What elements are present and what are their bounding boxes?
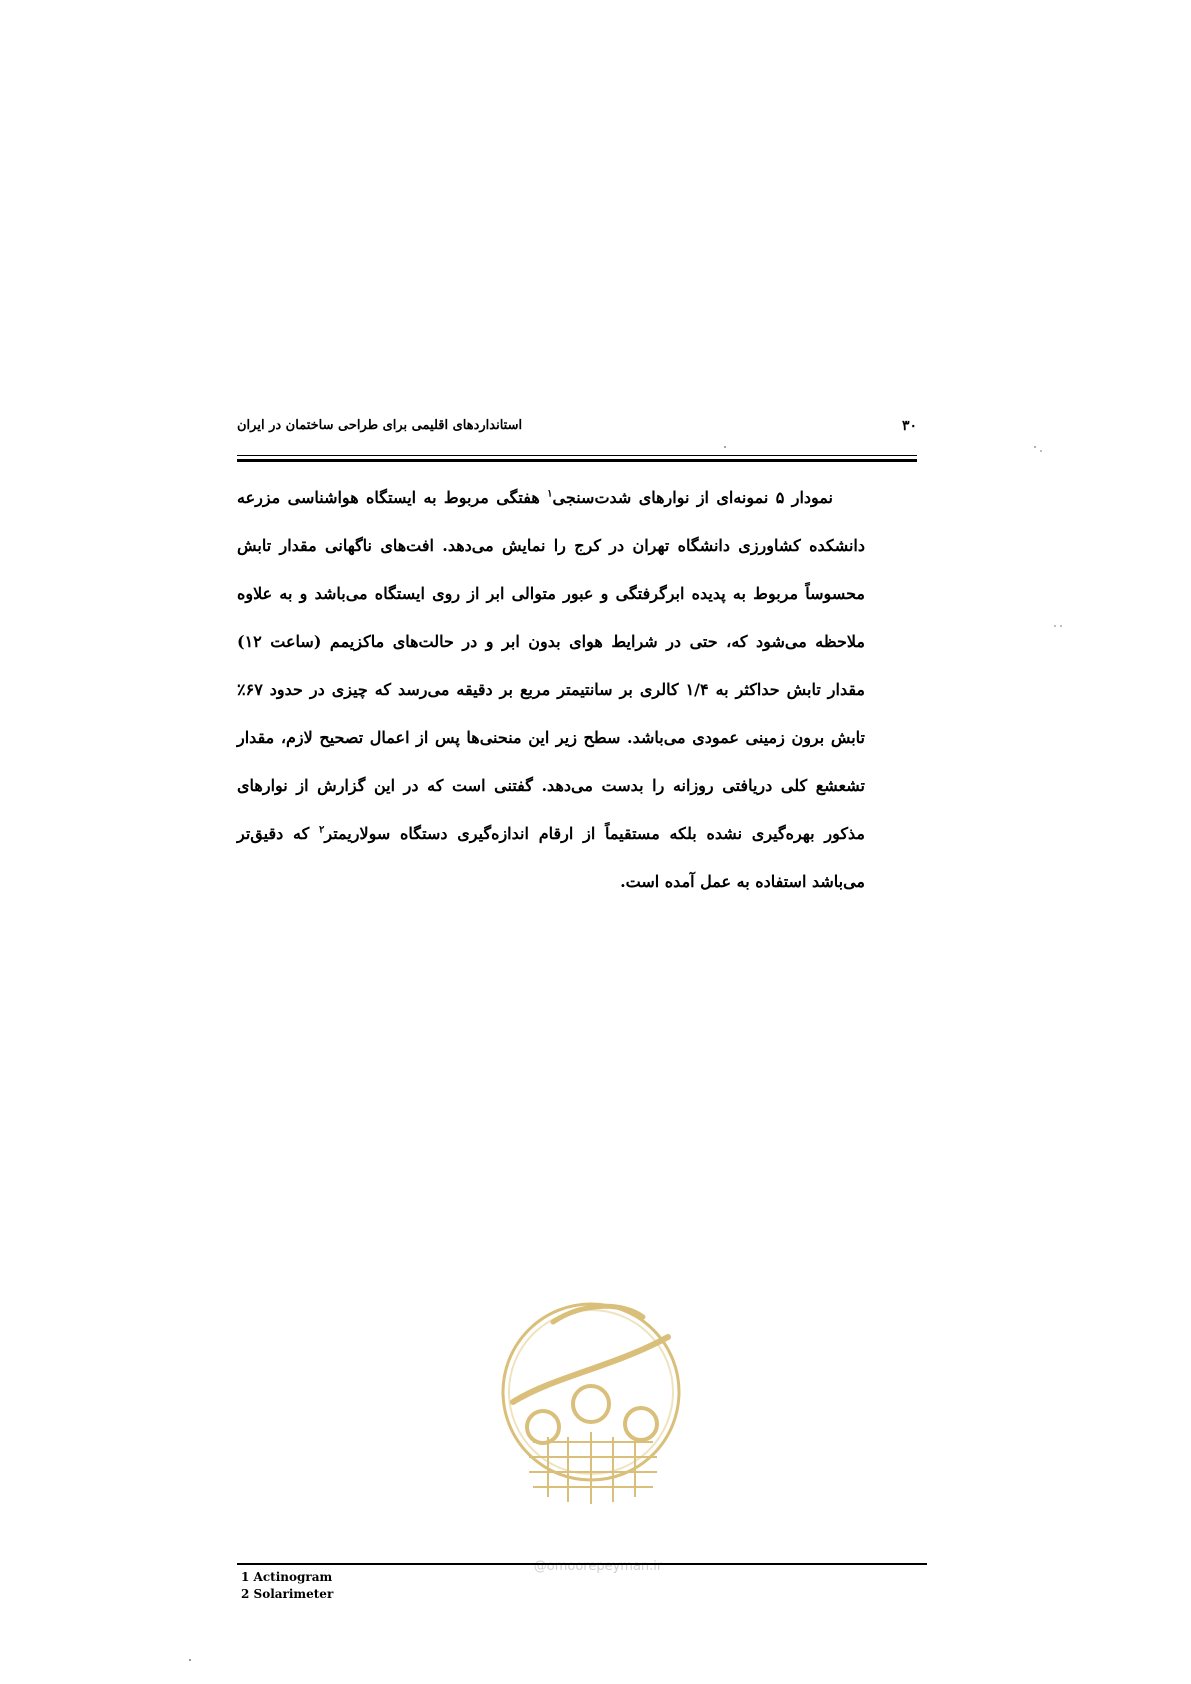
body-paragraph: [237, 474, 865, 906]
footnote-rule: [237, 1563, 927, 1565]
watermark-url: @omoorepeyman.ir: [533, 1559, 663, 1574]
body-text-end: که دقیق‌تر می‌باشد استفاده به عمل آمده است.: [237, 824, 865, 891]
watermark-stamp-logo: [493, 1282, 689, 1557]
footnote-ref-2: ۲: [319, 824, 325, 836]
footnote-text: Solarimeter: [253, 1587, 334, 1601]
footnotes: [241, 1569, 641, 1603]
footnote-text: Actinogram: [253, 1570, 333, 1584]
footnote-number: 2: [241, 1587, 250, 1601]
body-text-middle: هفتگی مربوط به ایستگاه هواشناسی مزرعه دانشکده کشاورزی دانشگاه تهران در کرج را نمایش می‌دهد. افت‌های ناگهانی مقدار تابش محسوساً مربوط به پدیده ابرگرفتگی و عبور متوالی ابر از روی ایستگاه می‌باشد و به علاوه ملاحظه می‌شود که، حتی در شرایط هوای بدون ابر و در حالت‌های ماکزیمم (ساعت ۱۲) مقدار تابش حداکثر به ۱/۴ کالری بر سانتیمتر مربع بر دقیقه می‌رسد که چیزی در حدود ۶۷٪ تابش برون زمینی عمودی می‌باشد. سطح زیر این منحنی‌ها پس از اعمال تصحیح لازم، مقدار تشعشع کلی دریافتی روزانه را بدست می‌دهد. گفتنی است که در این گزارش از نوارهای مذکور بهره‌گیری نشده بلکه مستقیماً از ارقام اندازه‌گیری دستگاه سولاریمتر: [237, 488, 866, 843]
footnote-ref-1: ۱: [547, 488, 553, 500]
page-header: [237, 418, 917, 442]
footnote-item: [241, 1586, 641, 1603]
header-rule-thick: [237, 459, 917, 462]
header-rule-thin: [237, 455, 917, 456]
footnote-number: 1: [241, 1570, 250, 1584]
footnote-item: [241, 1569, 641, 1586]
page-number: ۳۰: [901, 418, 917, 434]
body-text-start: نمودار ۵ نمونه‌ای از نوارهای شدت‌سنجی: [552, 488, 833, 507]
running-title: استانداردهای اقلیمی برای طراحی ساختمان در ایران: [237, 418, 523, 433]
